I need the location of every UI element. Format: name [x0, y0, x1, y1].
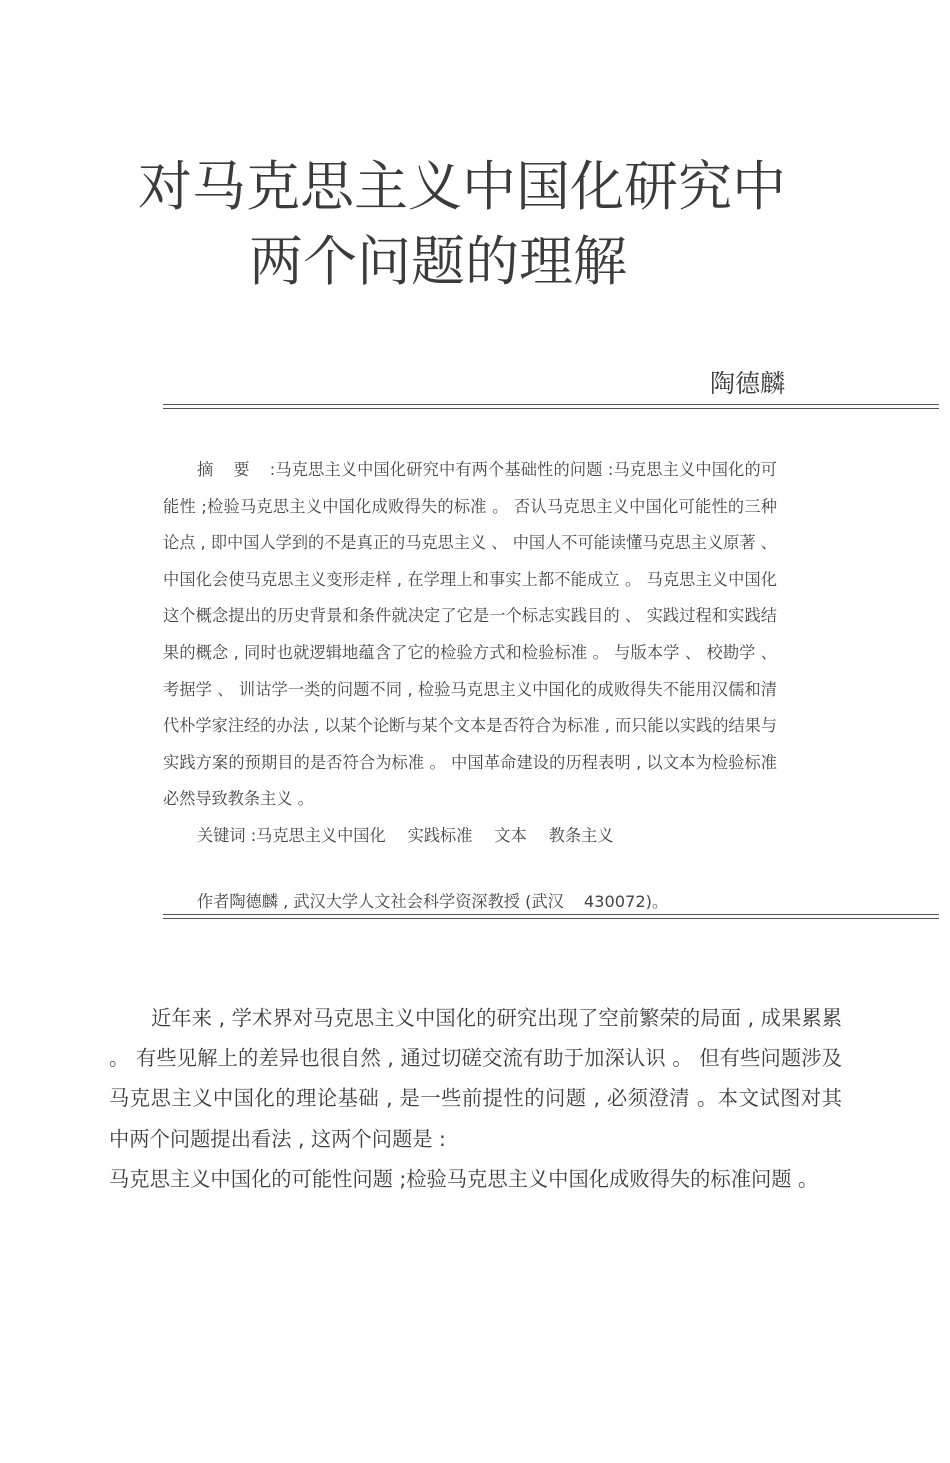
abstract-block	[163, 452, 777, 818]
keywords-label: 关键词 :	[197, 826, 257, 845]
bottom-divider-rule-inner	[163, 918, 939, 919]
top-divider-rule-inner	[163, 408, 939, 409]
keyword-item: 实践标准	[407, 826, 473, 845]
article-title-line-1: 对马克思主义中国化研究中	[138, 155, 786, 218]
abstract-text: :马克思主义中国化研究中有两个基础性的问题 :马克思主义中国化的可能性 ;检验马克思主义中国化成败得失的标准 。 否认马克思主义中国化可能性的三种论点 , 即中国人学到的不是真正的马克思主义 、 中国人不可能读懂马克思主义原著 、 中国化会使马克思主义变形走样 , 在学理上和事实上都不能成立 。 马克思主义中国化这个概念提出的历史背景和条件就决定了它是一个标志实践目的 、 实践过程和实践结果的概念 , 同时也就逻辑地蕴含了它的检验方式和检验标准 。 与版本学 、 校勘学 、 考据学 、 训诂学一类的问题不同 , 检验马克思主义中国化的成败得失不能用汉儒和清代朴学家注经的办法 , 以某个论断与某个文本是否符合为标准 , 而只能以实践的结果与实践方案的预期目的是否符合为标准 。 中国革命建设的历程表明 , 以文本为检验标准必然导致教条主义 。	[163, 460, 777, 809]
author-name: 陶德麟	[709, 369, 785, 398]
body-paragraph: 近年来 , 学术界对马克思主义中国化的研究出现了空前繁荣的局面 , 成果累累 。 有些见解上的差异也很自然 , 通过切磋交流有助于加深认识 。 但有些问题涉及马克思主义中国化的理论基础 , 是一些前提性的问题 , 必须澄清 。本文试图对其中两个问题提出看法 , 这两个问题是 :	[109, 1006, 842, 1151]
bottom-divider-rule	[163, 914, 939, 915]
author-note-text: 作者陶德麟 , 武汉大学人文社会科学资深教授 (武汉	[197, 892, 564, 911]
top-divider-rule	[163, 404, 939, 405]
abstract-label: 摘要	[197, 460, 270, 479]
body-paragraph-last-line: 马克思主义中国化的可能性问题 ;检验马克思主义中国化成败得失的标准问题 。	[109, 1167, 819, 1191]
keyword-item: 教条主义	[548, 826, 614, 845]
keywords-line	[197, 818, 614, 854]
article-title-line-2: 两个问题的理解	[249, 230, 627, 293]
author-note-zip: 430072)。	[583, 892, 669, 911]
keyword-item: 马克思主义中国化	[256, 826, 386, 845]
keyword-item: 文本	[494, 826, 527, 845]
